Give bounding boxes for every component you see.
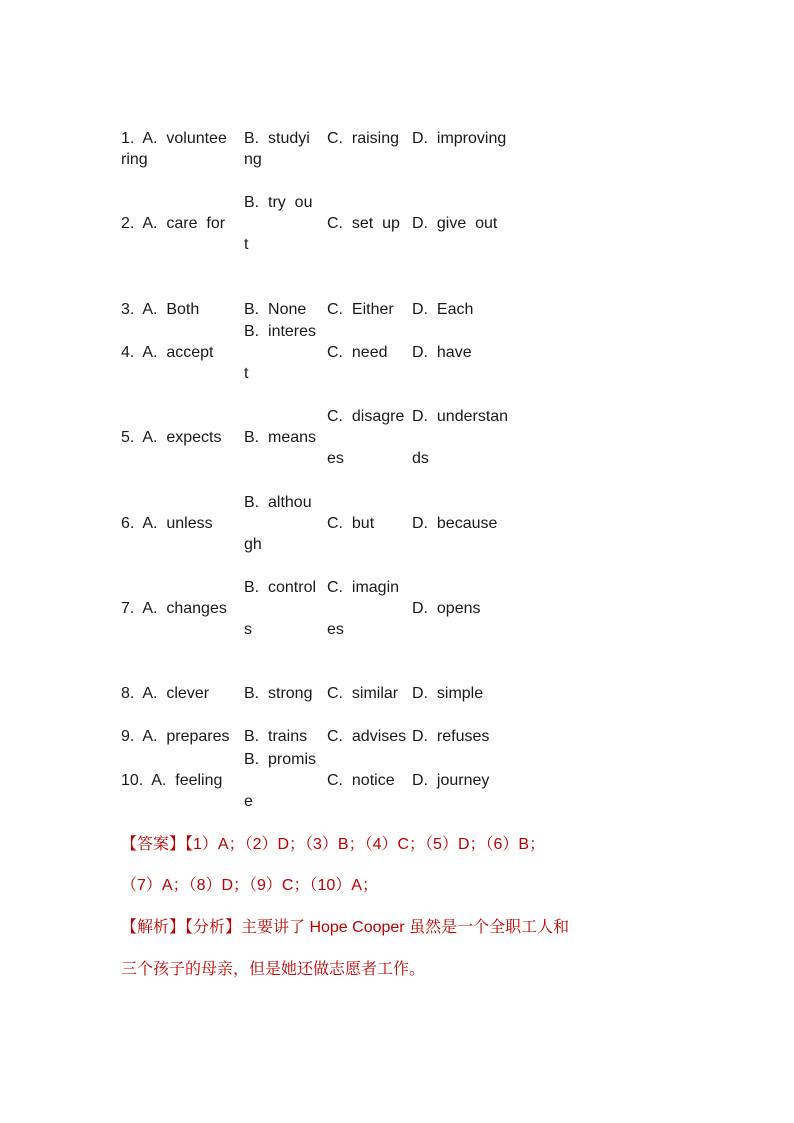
option-text-line: D. journey [412,772,490,789]
option-text-line: B. None [244,301,307,318]
option-text-line: D. Each [412,301,474,318]
option-c-q7 [327,577,411,661]
question-row-2 [0,192,794,276]
answer-line-1: 【答案】【1）A；（2）D；（3）B；（4）C；（5）D；（6）B； [121,836,546,853]
option-text-line: B. means [244,429,317,446]
option-text-line: C. similar [327,685,399,702]
option-a-q5 [121,406,243,490]
option-text-line: 8. A. clever [121,685,210,702]
option-b-q2 [244,192,326,276]
option-text-line: B. strong [244,685,313,702]
option-text-line: D. opens [412,600,481,617]
question-row-1 [0,107,794,191]
option-text-line: ds [412,450,429,467]
option-text-line: B. trains [244,728,308,745]
option-text-line: s [244,621,252,638]
option-text-line: C. need [327,344,388,361]
option-text-line: 10. A. feeling [121,772,223,789]
option-text-line: D. because [412,515,498,532]
option-text-line: D. give out [412,215,498,232]
option-text-line: B. promis [244,751,317,768]
option-c-q4 [327,321,411,405]
option-text-line: 5. A. expects [121,429,222,446]
question-row-7 [0,577,794,661]
question-row-4 [0,321,794,405]
option-text-line: C. set up [327,215,400,232]
option-a-q7 [121,577,243,661]
option-text-line: es [327,621,344,638]
option-text-line: D. understan [412,408,509,425]
option-text-line: B. control [244,579,317,596]
option-text-line: 9. A. prepares [121,728,230,745]
option-d-q4 [412,321,532,405]
option-b-q1 [244,107,326,191]
option-text-line: C. but [327,515,375,532]
option-a-q10 [121,749,243,833]
option-a-q2 [121,192,243,276]
question-row-6 [0,492,794,576]
option-text-line: B. studyi [244,130,310,147]
option-text-line: D. simple [412,685,484,702]
option-text-line: B. interes [244,323,317,340]
option-b-q10 [244,749,326,833]
option-text-line: gh [244,536,262,553]
option-a-q1 [121,107,243,191]
option-text-line: 3. A. Both [121,301,200,318]
option-text-line: ng [244,151,262,168]
option-text-line: e [244,793,253,810]
option-d-q10 [412,749,532,833]
option-text-line: 4. A. accept [121,344,214,361]
analysis-line-1: 【解析】【分析】主要讲了 Hope Cooper 虽然是一个全职工人和 [121,919,570,936]
option-b-q5 [244,406,326,490]
option-text-line: D. refuses [412,728,490,745]
option-d-q7 [412,577,532,661]
option-text-line: C. imagin [327,579,400,596]
option-text-line: 7. A. changes [121,600,227,617]
option-c-q1 [327,107,411,191]
option-text-line: ring [121,151,148,168]
option-b-q7 [244,577,326,661]
question-row-10 [0,749,794,833]
option-c-q5 [327,406,411,490]
question-row-5 [0,406,794,490]
option-text-line: 6. A. unless [121,515,213,532]
option-a-q4 [121,321,243,405]
option-c-q6 [327,492,411,576]
option-text-line: B. try ou [244,194,313,211]
option-text-line: C. disagre [327,408,405,425]
option-d-q2 [412,192,532,276]
option-text-line: es [327,450,344,467]
option-text-line: C. notice [327,772,395,789]
option-d-q6 [412,492,532,576]
analysis-line-2: 三个孩子的母亲，但是她还做志愿者工作。 [121,961,426,978]
option-c-q10 [327,749,411,833]
option-d-q5 [412,406,532,490]
option-d-q1 [412,107,532,191]
option-a-q6 [121,492,243,576]
option-text-line: 1. A. voluntee [121,130,227,147]
option-text-line: t [244,236,249,253]
option-text-line: t [244,365,249,382]
answer-line-2: （7）A；（8）D；（9）C；（10）A； [121,877,378,894]
option-text-line: D. improving [412,130,507,147]
option-text-line: B. althou [244,494,312,511]
option-text-line: D. have [412,344,472,361]
option-text-line: C. raising [327,130,400,147]
option-text-line: C. advises [327,728,407,745]
option-b-q4 [244,321,326,405]
option-b-q6 [244,492,326,576]
option-c-q2 [327,192,411,276]
option-text-line: C. Either [327,301,394,318]
option-text-line: 2. A. care for [121,215,226,232]
